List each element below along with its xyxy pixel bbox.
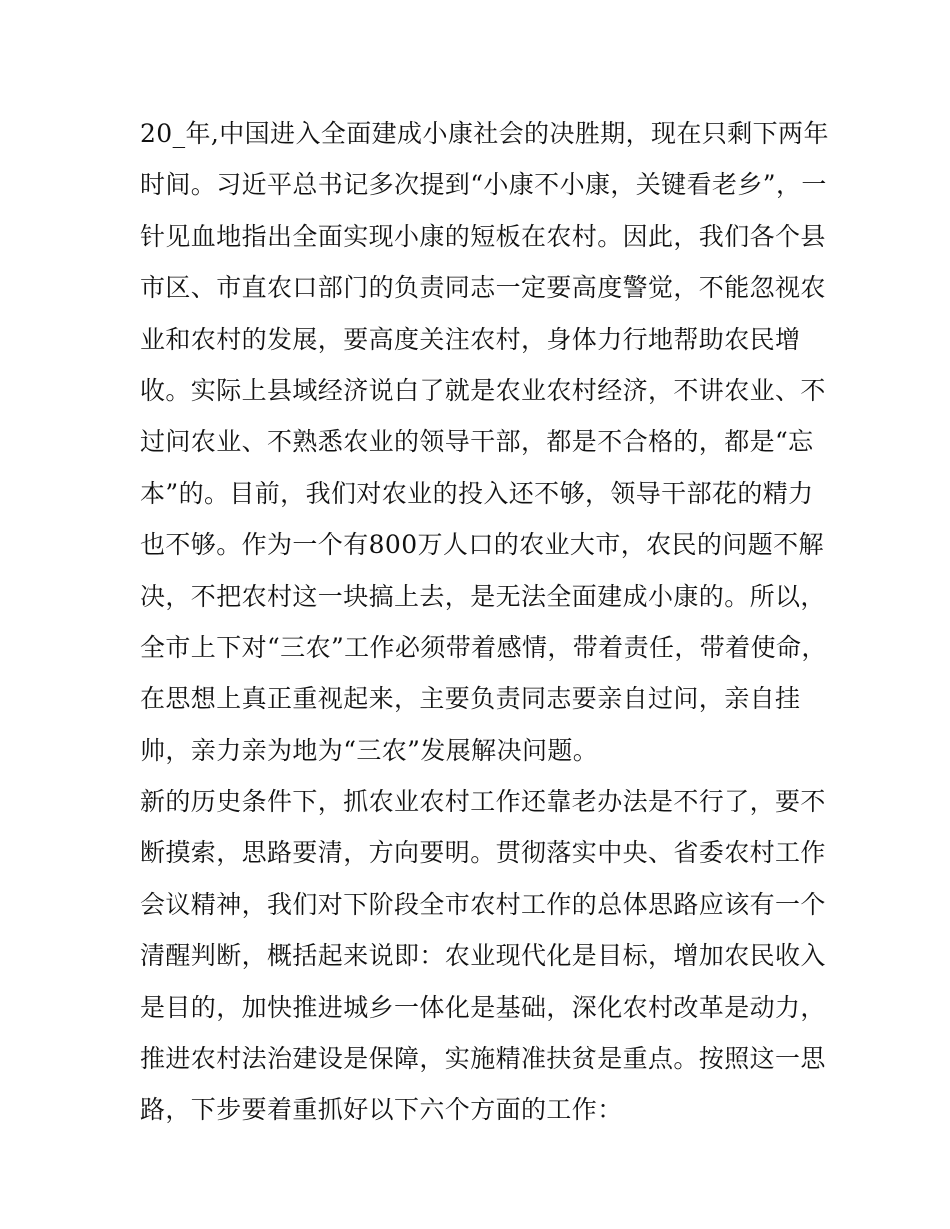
paragraph-2: [140, 776, 826, 1136]
text-line: 在思想上真正重视起来，主要负责同志要亲自过问，亲自挂: [140, 684, 801, 714]
text-line: 市区、市直农口部门的负责同志一定要高度警觉，不能忽视农: [140, 273, 826, 303]
text-line: 是目的，加快推进城乡一体化是基础，深化农村改革是动力，: [140, 992, 826, 1022]
text-line: 断摸索，思路要清，方向要明。贯彻落实中央、省委农村工作: [140, 838, 826, 868]
text-line: 会议精神，我们对下阶段全市农村工作的总体思路应该有一个: [140, 889, 826, 919]
text-line: 决，不把农村这一块搞上去，是无法全面建成小康的。所以，: [140, 581, 826, 611]
document-body: [140, 108, 829, 1136]
text-line: 帅，亲力亲为地为“三农”发展解决问题。: [140, 735, 599, 765]
text-line: 时间。习近平总书记多次提到“小康不小康，关键看老乡”，一: [140, 170, 827, 200]
text-line: 本”的。目前，我们对农业的投入还不够，领导干部花的精力: [140, 478, 814, 508]
text-line: 收。实际上县域经济说白了就是农业农村经济，不讲农业、不: [140, 375, 826, 405]
text-line: 针见血地指出全面实现小康的短板在农村。因此，我们各个县: [140, 221, 826, 251]
text-line: 推进农村法治建设是保障，实施精准扶贫是重点。按照这一思: [140, 1044, 826, 1074]
text-line: 路，下步要着重抓好以下六个方面的工作：: [140, 1095, 623, 1125]
paragraph-1: [140, 108, 829, 776]
text-line: 新的历史条件下，抓农业农村工作还靠老办法是不行了，要不: [140, 787, 826, 817]
text-line: 全市上下对“三农”工作必须带着感情，带着责任，带着使命，: [140, 632, 827, 662]
text-line: 过问农业、不熟悉农业的领导干部，都是不合格的，都是“忘: [140, 427, 814, 457]
text-line: 业和农村的发展，要高度关注农村，身体力行地帮助农民增: [140, 324, 801, 354]
text-line: 清醒判断，概括起来说即：农业现代化是目标，增加农民收入: [140, 941, 826, 971]
text-line: 20_年,中国进入全面建成小康社会的决胜期，现在只剩下两年: [140, 119, 829, 148]
text-line: 也不够。作为一个有800万人口的农业大市，农民的问题不解: [140, 530, 824, 560]
